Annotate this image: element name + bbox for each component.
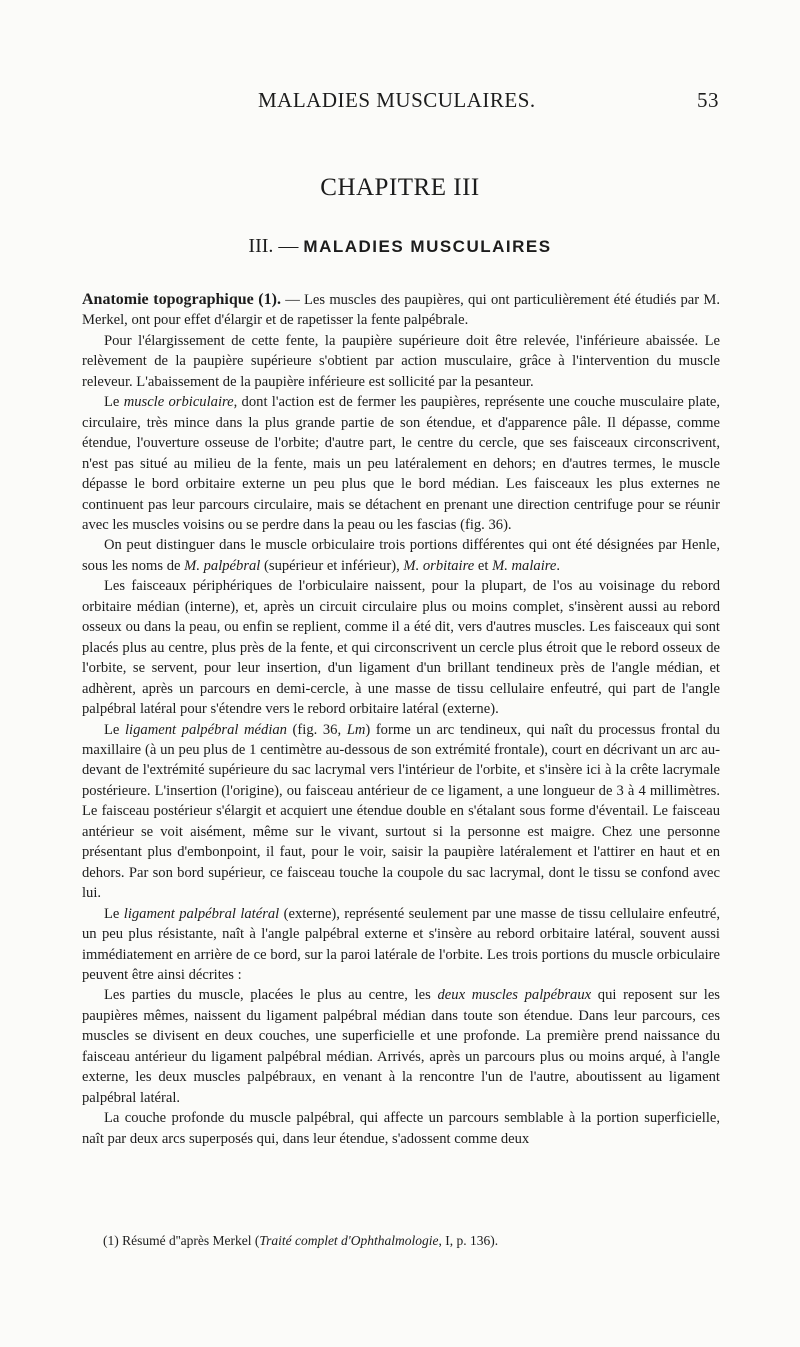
paragraph-7-text-2: (externe), représenté seulement par une masse de tissu cellulaire enfeutré, un peu plus résistante, naît à l'angle palpébral externe et s'insère au rebord orbitaire latéral, souvent aussi immédiatement en arrière de ce bord, sur la paroi latérale de l'orbite. Les trois portions du muscle orbiculaire peuvent être ainsi décrites : — [82, 905, 720, 983]
paragraph-8-text-1: Les parties du muscle, placées le plus au centre, les — [104, 987, 438, 1004]
term-ligament-palpebral-lateral: ligament palpébral latéral — [123, 905, 280, 922]
running-title: MALADIES MUSCULAIRES. — [258, 88, 536, 112]
paragraph-4-text-1: On peut distinguer dans le muscle orbiculaire trois portions différentes qui ont été désignées par Henle, sous les noms de — [82, 537, 720, 574]
paragraph-lead: Anatomie topographique (1). — [82, 291, 281, 308]
footnote — [103, 1232, 723, 1250]
paragraph-5: Les faisceaux périphériques de l'orbiculaire naissent, pour la plupart, de l'os au voisinage du rebord orbitaire médian (interne), et, après un circuit circulaire plus ou moins complet, s'insèrent aussi au rebord osseux ou dans la peau, ou enfin se replient, comme il a été dit, vers d'autres muscles. Les faisceaux qui sont placés plus au centre, plus près de la fente, et qui circonscrivent un cercle plus étroit que le rebord osseux de l'orbite, se servent, pour leur insertion, d'un ligament d'un brillant tendineux près de l'angle médian, et adhèrent, après un parcours en demi-cercle, à une masse de tissu cellulaire enfeutré, qui part de l'angle palpébral latéral pour s'étendre vers le rebord orbitaire latéral (externe). — [82, 578, 720, 718]
term-m-malaire: M. malaire — [492, 557, 557, 574]
paragraph-8-text-2: qui reposent sur les paupières mêmes, naissent du ligament palpébral médian dans toute son étendue. Dans leur parcours, ces muscles se divisent en deux couches, une superficielle et une profonde. La première prend naissance du faisceau antérieur du ligament palpébral médian. Arrivés, après un parcours plus ou moins arqué, à l'angle externe, les deux muscles palpébraux, en venant à la rencontre l'un de l'autre, aboutissent au ligament palpébral latéral. — [82, 987, 720, 1106]
term-muscle-orbiculaire: muscle orbiculaire — [123, 394, 234, 411]
running-head — [0, 88, 800, 112]
footnote-text-1: (1) Résumé d''après Merkel ( — [103, 1233, 260, 1248]
paragraph-8 — [82, 985, 720, 1108]
paragraph-6-text-1: Le — [104, 721, 125, 738]
term-m-palpebral: M. palpébral — [184, 557, 261, 574]
paragraph-3-text-1: Le — [104, 394, 124, 411]
section-number: III. — — [248, 235, 299, 257]
paragraph-4-text-3: et — [474, 557, 493, 574]
paragraph-4 — [82, 535, 720, 576]
term-ligament-palpebral-median: ligament palpébral médian — [125, 721, 287, 738]
paragraph-4-text-4: . — [556, 557, 561, 574]
page-number: 53 — [697, 88, 719, 112]
paragraph-6 — [82, 720, 720, 904]
footnote-book-title: Traité complet d'Ophthalmologie — [259, 1233, 439, 1248]
paragraph-6-text-2: (fig. 36, — [286, 721, 347, 738]
term-m-orbitaire: M. orbitaire — [403, 557, 475, 574]
paragraph-3-text-2: , dont l'action est de fermer les paupières, représente une couche musculaire plate, circulaire, très mince dans la plus grande partie de son étendue, et d'apparence pâle. Il dépasse, comme étendue, l'ouverture osseuse de l'orbite; d'autre part, le centre du cercle, que ses faisceaux circonscrivent, n'est pas situé au milieu de la fente, mais un peu latéralement en dehors; en d'autres termes, le muscle dépasse le bord orbitaire externe un peu plus que le bord médian. Les faisceaux les plus externes ne continuent pas leur parcours circulaire, mais se détachent en prenant une direction centrifuge pour se réunir avec les muscles voisins ou se perdre dans la peau ou les fascias (fig. 36). — [82, 394, 720, 533]
paragraph-4-text-2: (supérieur et inférieur), — [260, 557, 404, 574]
section-title — [0, 235, 800, 258]
paragraph-1-text: — Les muscles des paupières, qui ont particulièrement été étudiés par M. Merkel, ont pour effet d'élargir et de rapetisser la fente palpébrale. — [82, 292, 720, 329]
term-deux-muscles-palpebraux: deux muscles palpébraux — [437, 987, 592, 1004]
figure-label-lm: Lm — [346, 721, 366, 738]
paragraph-1 — [82, 290, 720, 331]
paragraph-9: La couche profonde du muscle palpébral, qui affecte un parcours semblable à la portion superficielle, naît par deux arcs superposés qui, dans leur étendue, s'adossent comme deux — [82, 1110, 720, 1147]
paragraph-2: Pour l'élargissement de cette fente, la paupière supérieure doit être relevée, l'inférieure abaissée. Le relèvement de la paupière supérieure s'obtient par action musculaire, grâce à l'intervention du muscle releveur. L'abaissement de la paupière inférieure est sollicité par la pesanteur. — [82, 332, 720, 390]
paragraph-7 — [82, 904, 720, 986]
section-heading: MALADIES MUSCULAIRES — [303, 237, 552, 256]
paragraph-7-text-1: Le — [104, 905, 124, 922]
paragraph-3 — [82, 392, 720, 535]
body-text — [82, 290, 720, 1149]
footnote-text-2: , I, p. 136). — [438, 1233, 499, 1248]
paragraph-6-text-3: ) forme un arc tendineux, qui naît du processus frontal du maxillaire (à un peu plus de 1 centimètre au-dessous de son extrémité frontale), court en décrivant un arc au-devant de l'extrémité supérieure du sac lacrymal vers l'intérieur de l'orbite, et s'insère ici à la crête lacrymale postérieure. L'insertion (l'origine), ou faisceau antérieur de ce ligament, a une longueur de 3 à 4 millimètres. Le faisceau postérieur s'élargit et acquiert une étendue double en s'étalant sous forme d'éventail. Le faisceau antérieur se voit aisément, même sur le vivant, surtout si la personne est maigre. Chez une personne présentant plus d'embonpoint, il faut, pour le voir, saisir la paupière latéralement et l'attirer en haut et en dehors. Par son bord supérieur, ce faisceau touche la coupole du sac lacrymal, dont le tissu se confond avec lui. — [82, 721, 720, 902]
chapter-title: CHAPITRE III — [320, 174, 480, 201]
